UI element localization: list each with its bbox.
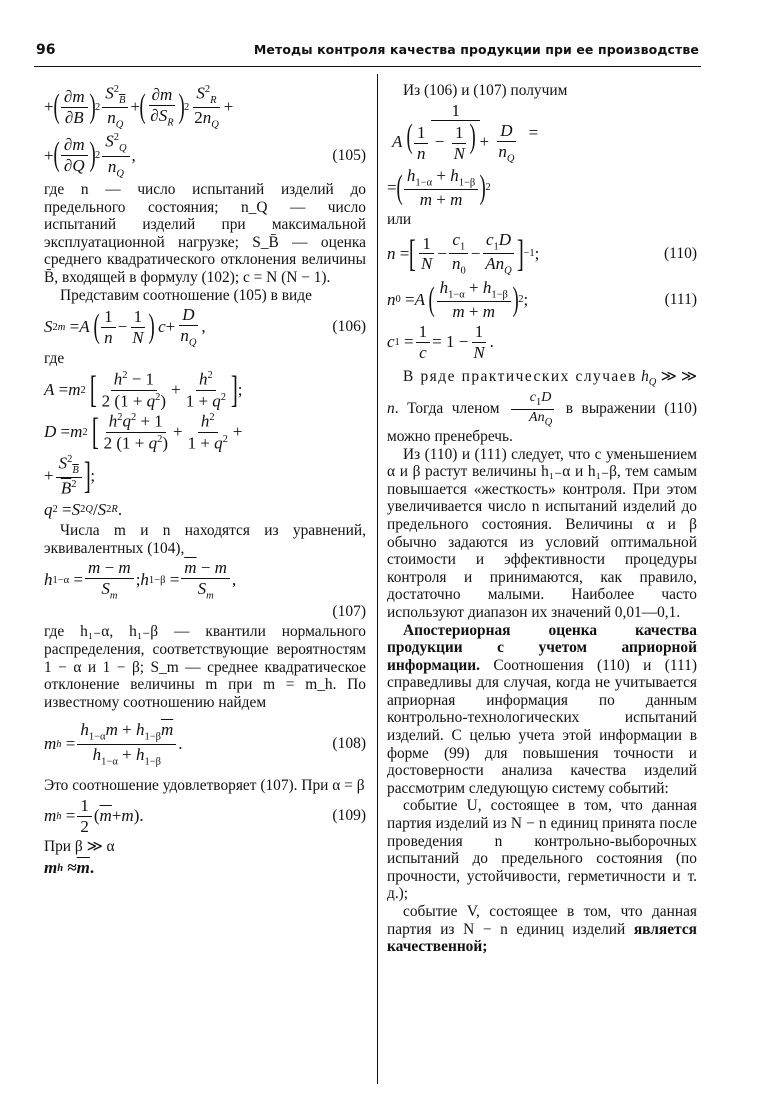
equation-111-number: (111) — [664, 290, 697, 308]
right-column — [387, 82, 697, 956]
equation-combined-line1: 1 A ( $\frac{1}{n}$ − $\frac{1}{N}$ ) + $\frac{D}{n_Q}$ = — [392, 100, 539, 165]
paragraph-cases: В ряде практических случаев $h_Q$ ≫ ≫ n. Тогда членом $\frac{c_1D}{An_Q}$ в выражении (110) можно пренебречь. — [387, 367, 697, 445]
equation-109-number: (109) — [332, 807, 366, 825]
paragraph-where-n: где n — число испытаний изделий до предельного состояния; n_Q — число испытаний изделий при максимальной эксплуатационной нагрузке; S_B̄ — оценка среднего квадратического отклонения величины B̄, входящей в формулу (102); c = N (N − 1). — [44, 180, 366, 286]
equation-combined-line2: = ( $\frac{h_{1-\alpha} + h_{1-\beta}}{m + \overline{m}}$ ) 2 — [387, 165, 491, 210]
equation-108: m h = $\frac{h_{1-\alpha}m + h_{1-\beta}\overline{m}}{h_{1-\alpha} + h_{1-\beta}}$ . (108) — [44, 720, 366, 768]
paragraph-numbers: Числа m и n находятся из уравнений, эквивалентных (104), — [44, 521, 366, 557]
label-where: где — [44, 350, 65, 368]
paragraph-posterior: Апостериорная оценка качества продукции с учетом априорной информации. Соотношения (110) и (111) справедливы для случая, когда не учитывается априорная информация по данным контрольно-технологических испытаний изделий. С целью учета этой информации в форме (99) для повышения точности и достоверности анализа качества изделий рассмотрим следующую систему событий: — [387, 621, 697, 797]
equation-D-line2: + $\frac{S^2_{\overline{B}}}{\overline{B}^2}$ ] ; — [44, 454, 96, 499]
equation-109: m h = $\frac{1}{2}$ ( $\overline{m}$ + m ). (109) — [44, 795, 366, 836]
label-or: или — [387, 210, 412, 228]
page-header — [36, 42, 699, 64]
equation-107-number: (107) — [332, 603, 366, 621]
equation-105-line1: + ( $\frac{\partial m}{\partial\overline{B}}$ ) 2 $\frac{S^2_{\overline{B}}}{n_Q}$ + ( $\frac{\partial m}{\partial S_R}$ ) 2 $\frac{S^2_R}{2n_Q}$ + — [44, 83, 234, 131]
header-rule — [34, 66, 701, 67]
running-title: Методы контроля качества продукции при ее производстве — [253, 42, 699, 57]
equation-105-number: (105) — [332, 146, 366, 164]
left-column — [44, 82, 366, 880]
equation-approx: m h ≈ $\overline{m}$ . — [44, 858, 95, 878]
label-beta-gg-alpha: При β ≫ α — [44, 838, 115, 856]
equation-110: n = [ $\frac{1}{N}$ − $\frac{c_1}{n_0}$ − $\frac{c_1D}{An_Q}$ ] −1 ; (110) — [387, 229, 697, 277]
equation-106-number: (106) — [332, 318, 366, 336]
page-number: 96 — [36, 42, 56, 58]
equation-A: A = m 2 [ $\frac{h^2 - 1}{2 (1 + q^2)}$ + $\frac{h^2}{1 + q^2}$ ] ; — [44, 369, 243, 412]
equation-106: S 2 m = A ( $\frac{1}{n}$ − $\frac{1}{N}$ ) c + $\frac{D}{n_Q}$ , (106) — [44, 305, 366, 349]
equation-105-line2: + ( $\frac{\partial m}{\partial Q}$ ) 2 $\frac{S^2_Q}{n_Q}$ , (105) — [44, 132, 366, 179]
section-heading: Апостериорная оценка качества продукции с учетом априорной информации. — [387, 621, 697, 674]
equation-110-number: (110) — [664, 244, 697, 262]
paragraph-represent: Представим соотношение (105) в виде — [60, 286, 312, 304]
paragraph-where-h: где h₁₋α, h₁₋β — квантили нормального распределения, соответствующие вероятностям 1 − α и 1 − β; S_m — среднее квадратическое отклонение величины m при m = m_h. По известному соотношению найдем — [44, 623, 366, 711]
equation-D-line1: D = m 2 [ $\frac{h^2q^2 + 1}{2 (1 + q^2)}$ + $\frac{h^2}{1 + q^2}$ + — [44, 411, 243, 454]
equation-q: q 2 = S 2 Q / S 2 R . — [44, 499, 123, 519]
paragraph-follows: Из (110) и (111) следует, что с уменьшением α и β растут величины h₁₋α и h₁₋β, тем самым повышается «жесткость» контроля. При этом увеличивается число n испытаний изделий до предельного состояния. Величины α и β обычно задаются из условий оптимальной стоимости и эффективности процедуры контроля и принимаются, как правило, достаточно малыми. Наиболее часто используют диапазон их значений 0,01—0,1. — [387, 445, 697, 621]
equation-107: h 1−α = $\frac{m - m}{S_m}$ ; h 1−β = $\frac{\overline{m} - m}{S_m}$ , — [44, 558, 237, 602]
equation-c1: c 1 = $\frac{1}{c}$ = 1 − $\frac{1}{N}$ . — [387, 322, 494, 362]
equation-107-number-row — [44, 603, 366, 621]
column-divider — [377, 74, 378, 1084]
equation-111: n 0 = A ( $\frac{h_{1-\alpha} + h_{1-\beta}}{m + \overline{m}}$ ) 2 ; (111) — [387, 277, 697, 322]
equation-108-number: (108) — [332, 735, 366, 753]
paragraph-from: Из (106) и (107) получим — [403, 82, 568, 99]
paragraph-event-v: событие V, состоящее в том, что данная партия из N − n единиц изделий является качественной; — [387, 903, 697, 956]
paragraph-satisfies: Это соотношение удовлетворяет (107). При α = β — [44, 777, 365, 795]
paragraph-event-u: событие U, состоящее в том, что данная партия изделий из N − n единиц принята после проведения n контрольно-выборочных испытаний до предельного состояния (по прочности, устойчивости, герметичности и т. д.); — [387, 797, 697, 903]
